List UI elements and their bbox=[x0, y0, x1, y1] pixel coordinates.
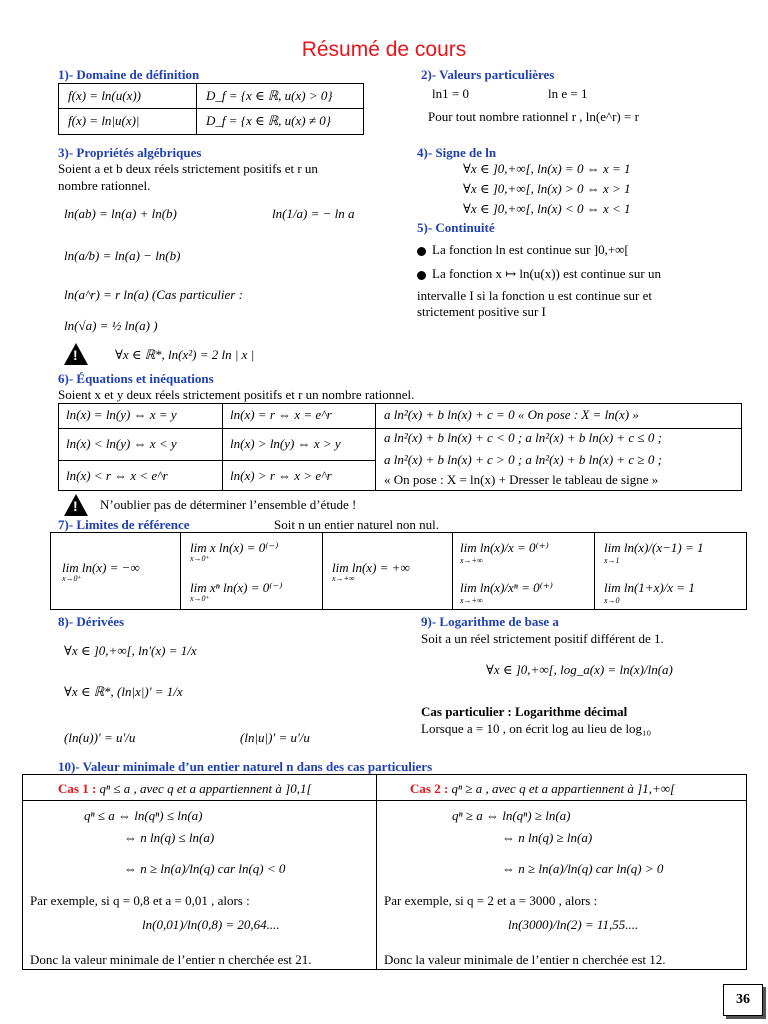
limit-xnlnx: lim xⁿ ln(x) = 0⁽⁻⁾ bbox=[190, 580, 283, 595]
limit-ln-0-under: x→0⁺ bbox=[62, 574, 82, 583]
section-7-heading: 7)- Limites de référence bbox=[58, 517, 190, 532]
ineq-greater-r: ln(x) > r ⇔ x > e^r bbox=[230, 468, 332, 483]
limit-lnx-over-xn-under: x→+∞ bbox=[460, 596, 483, 605]
continuity-lnu-text: La fonction x ↦ ln(u(x)) est continue sur un bbox=[432, 266, 661, 281]
eq-col-divider-1 bbox=[222, 403, 223, 491]
eq-col-divider-2 bbox=[375, 403, 376, 491]
limit-ln-inf: lim ln(x) = +∞ bbox=[332, 560, 410, 575]
log-base-formula: ∀x ∈ ]0,+∞[, log_a(x) = ln(x)/ln(a) bbox=[486, 662, 673, 677]
sign-ln-zero: ∀x ∈ ]0,+∞[, ln(x) = 0 ⇔ x = 1 bbox=[463, 161, 631, 176]
sign-ln-positive: ∀x ∈ ]0,+∞[, ln(x) > 0 ⇔ x > 1 bbox=[463, 181, 631, 196]
lne-value: ln e = 1 bbox=[548, 86, 588, 101]
derivative-ln: ∀x ∈ ]0,+∞[, ln'(x) = 1/x bbox=[64, 643, 197, 658]
section-7-note: Soit n un entier naturel non nul. bbox=[274, 517, 440, 532]
ineq-quadratic-neg: a ln²(x) + b ln(x) + c < 0 ; a ln²(x) + b ln(x) + c ≤ 0 ; bbox=[384, 430, 662, 445]
continuity-lnu bbox=[417, 266, 661, 282]
limit-xnlnx-under: x→0⁺ bbox=[190, 594, 210, 603]
warning-icon bbox=[64, 343, 88, 365]
domain-table-rowline bbox=[58, 108, 364, 109]
bullet-icon bbox=[417, 247, 426, 256]
log-quotient: ln(a/b) = ln(a) − ln(b) bbox=[64, 248, 181, 263]
limit-lnx-over-x-1: lim ln(x)/(x−1) = 1 bbox=[604, 540, 704, 555]
section-8-heading: 8)- Dérivées bbox=[58, 614, 125, 629]
lim-col-4 bbox=[594, 532, 595, 610]
log-inverse: ln(1/a) = − ln a bbox=[272, 206, 355, 221]
ln-exp-rational: Pour tout nombre rationnel r , ln(e^r) = r bbox=[428, 109, 639, 124]
warning-domain-text: N’oublier pas de déterminer l’ensemble d’étude ! bbox=[100, 497, 357, 512]
log-product: ln(ab) = ln(a) + ln(b) bbox=[64, 206, 177, 221]
cas-1-step-1: qⁿ ≤ a ⇔ ln(qⁿ) ≤ ln(a) bbox=[84, 808, 203, 823]
cas-2-step-2: ⇔ n ln(q) ≥ ln(a) bbox=[502, 830, 593, 845]
eq-equal-r: ln(x) = r ⇔ x = e^r bbox=[230, 407, 332, 422]
cas-2-calc: ln(3000)/ln(2) = 11,55.... bbox=[508, 917, 639, 932]
section-9-heading: 9)- Logarithme de base a bbox=[421, 614, 559, 629]
log-square: ∀x ∈ ℝ*, ln(x²) = 2 ln | x | bbox=[115, 347, 255, 362]
limit-lnx-over-x-under: x→+∞ bbox=[460, 556, 483, 565]
section-6-intro: Soient x et y deux réels strictement positifs et r un nombre rationnel. bbox=[58, 387, 415, 402]
cas-1-label: Cas 1 : bbox=[58, 781, 97, 796]
min-n-divider bbox=[376, 774, 377, 970]
section-4-heading: 4)- Signe de ln bbox=[417, 145, 497, 160]
ineq-quadratic-pos: a ln²(x) + b ln(x) + c > 0 ; a ln²(x) + b ln(x) + c ≥ 0 ; bbox=[384, 452, 662, 467]
domain-d1: D_f = {x ∈ ℝ, u(x) > 0} bbox=[206, 88, 333, 103]
limit-ln1px-over-x: lim ln(1+x)/x = 1 bbox=[604, 580, 695, 595]
cas-2-step-3: ⇔ n ≥ ln(a)/ln(q) car ln(q) > 0 bbox=[502, 861, 664, 876]
limit-lnx-over-xn: lim ln(x)/xⁿ = 0⁽⁺⁾ bbox=[460, 580, 553, 595]
decimal-log-heading: Cas particulier : Logarithme décimal bbox=[421, 704, 628, 719]
cas-2-example: Par exemple, si q = 2 et a = 3000 , alors : bbox=[384, 893, 598, 908]
eq-equal: ln(x) = ln(y) ⇔ x = y bbox=[66, 407, 177, 422]
section-3-intro-2: nombre rationnel. bbox=[58, 178, 151, 193]
limit-xlnx-under: x→0⁺ bbox=[190, 554, 210, 563]
eq-row-divider-2 bbox=[58, 460, 375, 461]
ineq-less: ln(x) < ln(y) ⇔ x < y bbox=[66, 436, 177, 451]
derivative-ln-abs-u: (ln|u|)' = u'/u bbox=[240, 730, 310, 745]
limit-ln-0: lim ln(x) = −∞ bbox=[62, 560, 140, 575]
section-10-heading: 10)- Valeur minimale d’un entier naturel n dans des cas particuliers bbox=[58, 759, 433, 774]
cas-1-conclusion: Donc la valeur minimale de l’entier n cherchée est 21. bbox=[30, 952, 312, 967]
warning-icon bbox=[64, 494, 88, 516]
log-power: ln(a^r) = r ln(a) (Cas particulier : bbox=[64, 287, 243, 302]
section-3-heading: 3)- Propriétés algébriques bbox=[58, 145, 202, 160]
lim-col-3 bbox=[452, 532, 453, 610]
domain-f1: f(x) = ln(u(x)) bbox=[68, 88, 142, 103]
lim-col-2 bbox=[322, 532, 323, 610]
decimal-log-text: Lorsque a = 10 , on écrit log au lieu de log₁₀ bbox=[421, 721, 652, 736]
min-n-header-line bbox=[22, 800, 747, 801]
continuity-condition-2: strictement positive sur I bbox=[417, 304, 546, 319]
ineq-method: « On pose : X = ln(x) + Dresser le tableau de signe » bbox=[384, 472, 659, 487]
page-number: 36 bbox=[723, 984, 763, 1016]
limit-ln1px-over-x-under: x→0 bbox=[604, 596, 620, 605]
eq-row-divider-1 bbox=[58, 428, 742, 429]
limit-lnx-over-x-1-under: x→1 bbox=[604, 556, 620, 565]
page-title: Résumé de cours bbox=[301, 38, 467, 61]
section-2-heading: 2)- Valeurs particulières bbox=[421, 67, 555, 82]
limit-lnx-over-x: lim ln(x)/x = 0⁽⁺⁾ bbox=[460, 540, 549, 555]
log-sqrt: ln(√a) = ½ ln(a) ) bbox=[64, 318, 158, 333]
ineq-greater: ln(x) > ln(y) ⇔ x > y bbox=[230, 436, 341, 451]
lim-col-1 bbox=[180, 532, 181, 610]
cas-1-example: Par exemple, si q = 0,8 et a = 0,01 , alors : bbox=[30, 893, 250, 908]
ineq-less-r: ln(x) < r ⇔ x < e^r bbox=[66, 468, 168, 483]
sign-ln-negative: ∀x ∈ ]0,+∞[, ln(x) < 0 ⇔ x < 1 bbox=[463, 201, 631, 216]
section-1-heading: 1)- Domaine de définition bbox=[58, 67, 200, 82]
cas-2-label: Cas 2 : bbox=[410, 781, 449, 796]
cas-1-header bbox=[58, 781, 312, 797]
section-6-heading: 6)- Équations et inéquations bbox=[58, 371, 214, 386]
bullet-icon bbox=[417, 271, 426, 280]
derivative-ln-u: (ln(u))' = u'/u bbox=[64, 730, 136, 745]
domain-f2: f(x) = ln|u(x)| bbox=[68, 113, 140, 128]
cas-1-step-3: ⇔ n ≥ ln(a)/ln(q) car ln(q) < 0 bbox=[124, 861, 286, 876]
cas-1-condition: qⁿ ≤ a , avec q et a appartiennent à ]0,1[ bbox=[99, 781, 312, 796]
cas-2-condition: qⁿ ≥ a , avec q et a appartiennent à ]1,+∞[ bbox=[451, 781, 676, 796]
ln1-value: ln1 = 0 bbox=[432, 86, 469, 101]
continuity-ln-text: La fonction ln est continue sur ]0,+∞[ bbox=[432, 242, 629, 257]
continuity-ln bbox=[417, 242, 629, 258]
eq-quadratic: a ln²(x) + b ln(x) + c = 0 « On pose : X = ln(x) » bbox=[384, 407, 639, 422]
derivative-ln-abs: ∀x ∈ ℝ*, (ln|x|)' = 1/x bbox=[64, 684, 183, 699]
continuity-condition-1: intervalle I si la fonction u est continue sur et bbox=[417, 288, 653, 303]
cas-2-header bbox=[410, 781, 675, 797]
cas-1-calc: ln(0,01)/ln(0,8) = 20,64.... bbox=[142, 917, 280, 932]
domain-table-divider bbox=[196, 83, 197, 135]
cas-1-step-2: ⇔ n ln(q) ≤ ln(a) bbox=[124, 830, 215, 845]
domain-d2: D_f = {x ∈ ℝ, u(x) ≠ 0} bbox=[206, 113, 331, 128]
section-9-intro: Soit a un réel strictement positif différent de 1. bbox=[421, 631, 664, 646]
section-3-intro-1: Soient a et b deux réels strictement positifs et r un bbox=[58, 161, 318, 176]
limit-ln-inf-under: x→+∞ bbox=[332, 574, 355, 583]
section-5-heading: 5)- Continuité bbox=[417, 220, 495, 235]
cas-2-conclusion: Donc la valeur minimale de l’entier n cherchée est 12. bbox=[384, 952, 666, 967]
limit-xlnx: lim x ln(x) = 0⁽⁻⁾ bbox=[190, 540, 279, 555]
cas-2-step-1: qⁿ ≥ a ⇔ ln(qⁿ) ≥ ln(a) bbox=[452, 808, 571, 823]
